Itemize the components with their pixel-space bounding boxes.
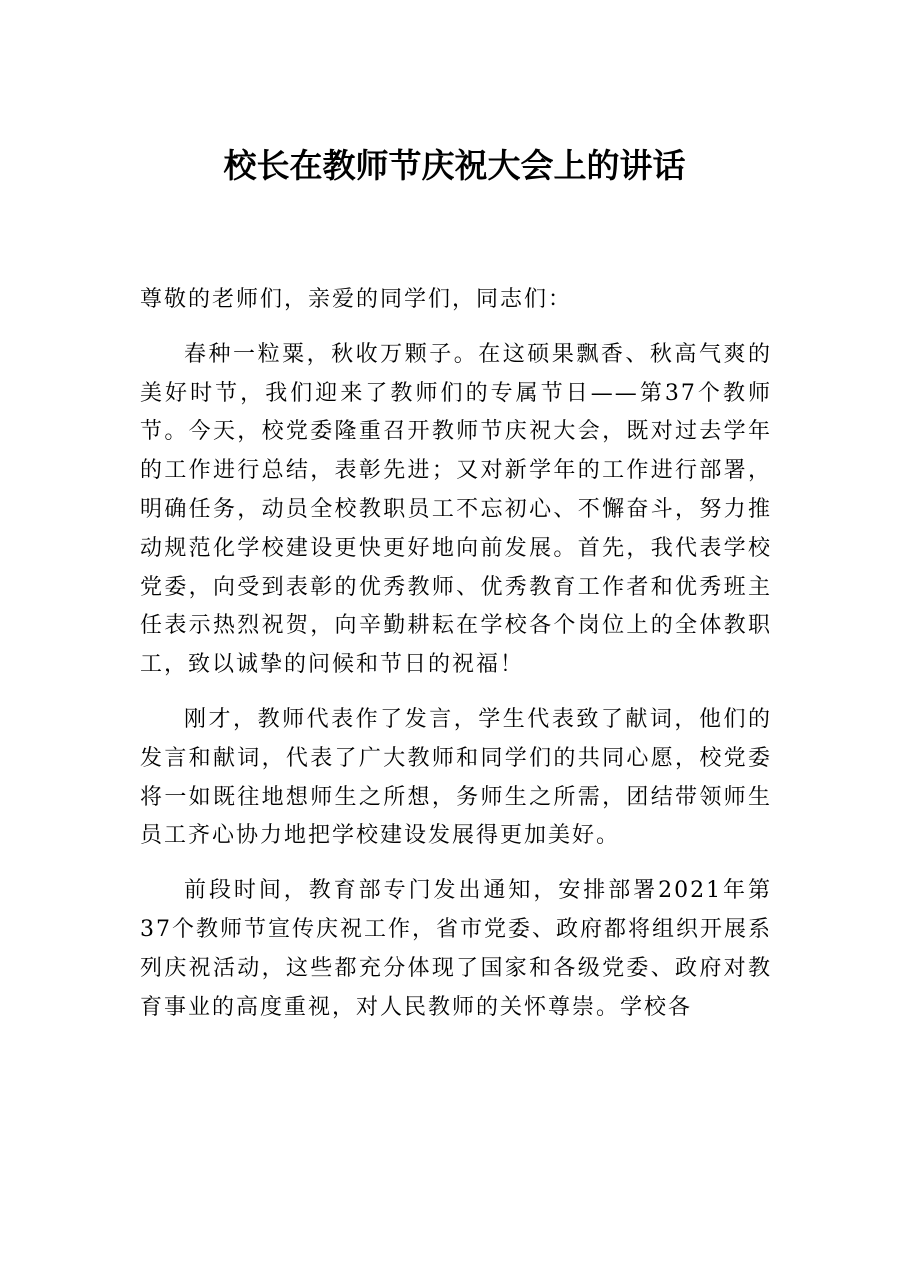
paragraph-3: 前段时间，教育部专门发出通知，安排部署2021年第37个教师节宣传庆祝工作，省市党委、政府都将组织开展系列庆祝活动，这些都充分体现了国家和各级党委、政府对教育事业的高度重视，对人民教师的关怀尊崇。学校各 xyxy=(140,878,772,1020)
salutation: 尊敬的老师们，亲爱的同学们，同志们： xyxy=(140,287,573,312)
paragraph-1: 春种一粒粟，秋收万颗子。在这硕果飘香、秋高气爽的美好时节，我们迎来了教师们的专属节日——第37个教师节。今天，校党委隆重召开教师节庆祝大会，既对过去学年的工作进行总结，表彰先进；又对新学年的工作进行部署，明确任务，动员全校教职员工不忘初心、不懈奋斗，努力推动规范化学校建设更快更好地向前发展。首先，我代表学校党委，向受到表彰的优秀教师、优秀教育工作者和优秀班主任表示热烈祝贺，向辛勤耕耘在学校各个岗位上的全体教职工，致以诚挚的问候和节日的祝福！ xyxy=(140,341,772,678)
document-body xyxy=(140,281,772,1043)
document-title: 校长在教师节庆祝大会上的讲话 xyxy=(223,146,686,185)
paragraph-2: 刚才，教师代表作了发言，学生代表致了献词，他们的发言和献词，代表了广大教师和同学们的共同心愿，校党委将一如既往地想师生之所想，务师生之所需，团结带领师生员工齐心协力地把学校建设发展得更加美好。 xyxy=(140,706,772,849)
